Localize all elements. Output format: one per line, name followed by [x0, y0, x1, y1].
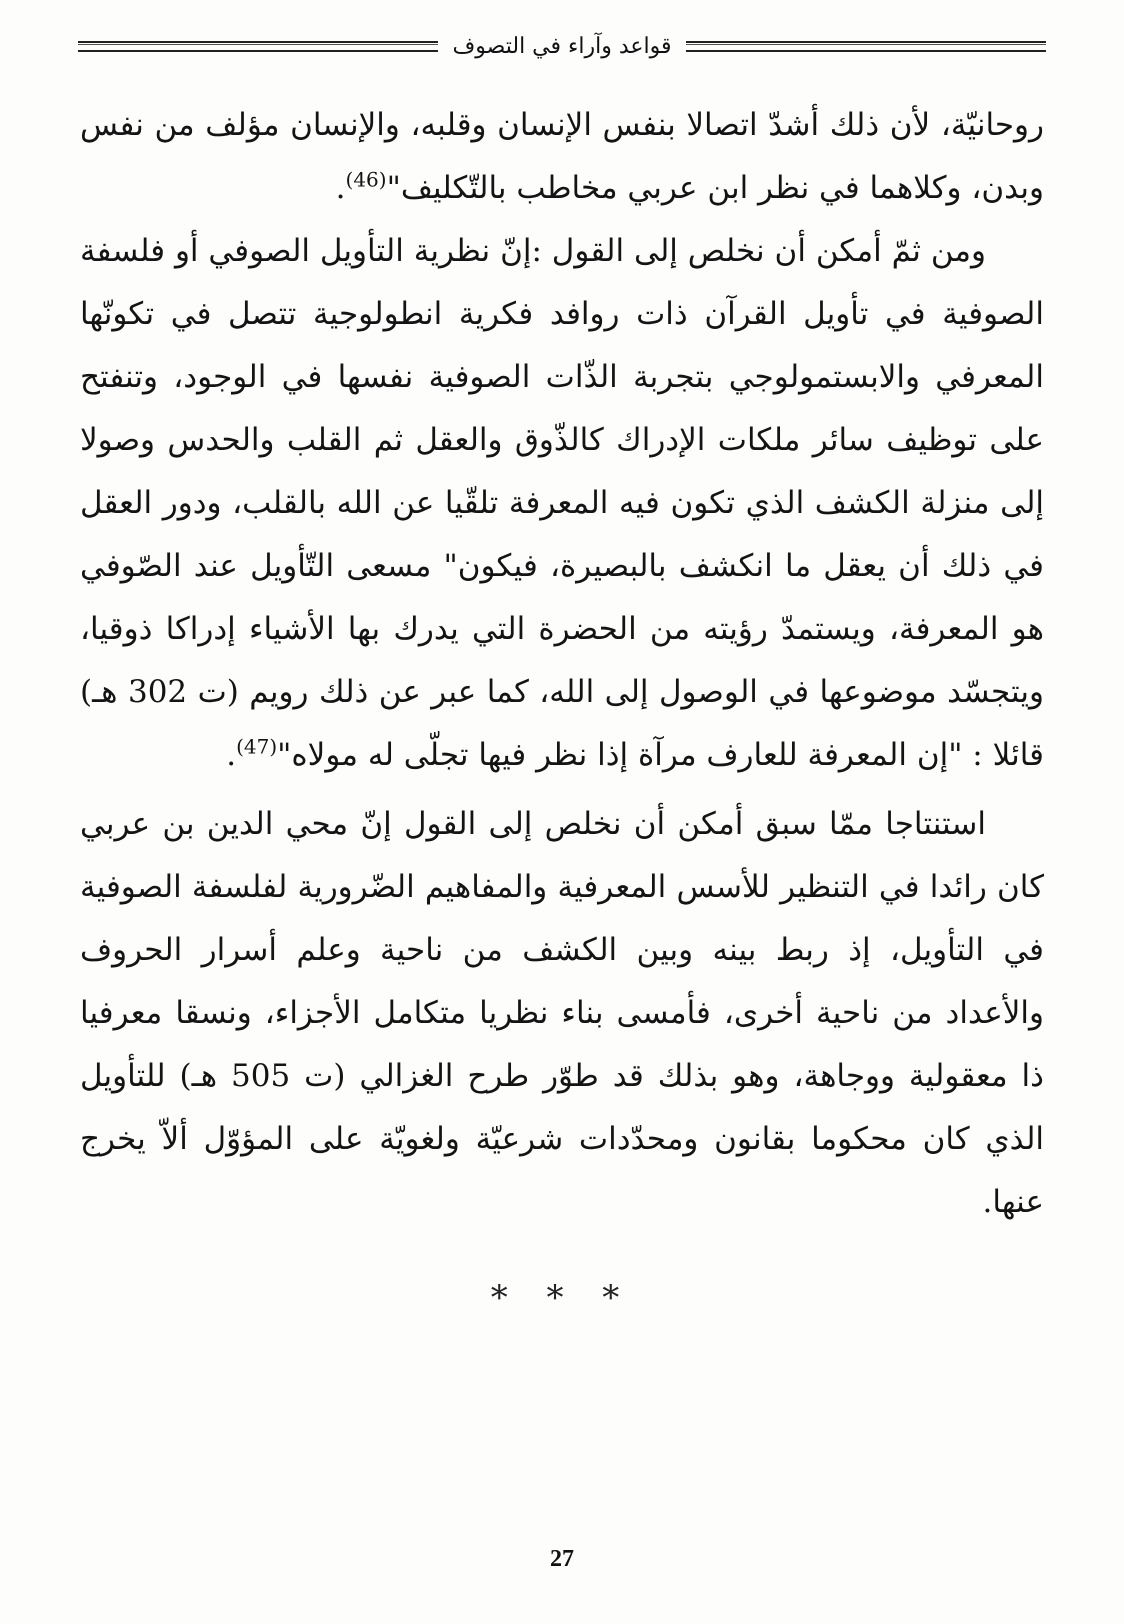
paragraph-3-text: استنتاجا ممّا سبق أمكن أن نخلص إلى القول إنّ محي الدين بن عربي كان رائدا في التنظير للأسس المعرفية والمفاهيم الضّرورية لفلسفة الصوفية في التأويل، إذ ربط بينه وبين الكشف من ناحية وعلم أسرار الحروف والأعداد من ناحية أخرى، فأمسى بناء نظريا متكامل الأجزاء، ونسقا معرفيا ذا معقولية ووجاهة، وهو بذلك قد طوّر طرح الغزالي (ت 505 هـ) للتأويل الذي كان محكوما بقانون ومحدّدات شرعيّة ولغويّة على المؤوّل ألاّ يخرج عنها.	[80, 806, 1044, 1220]
running-header	[78, 26, 1046, 66]
paragraph-1-tail: .	[335, 170, 346, 206]
header-rule-left	[78, 41, 438, 52]
footnote-ref-46: (46)	[345, 167, 387, 192]
paragraph-2	[80, 220, 1044, 787]
paragraph-1	[80, 94, 1044, 220]
page-number: 27	[550, 1546, 574, 1572]
footnote-ref-47: (47)	[236, 734, 278, 759]
running-header-title: قواعد وآراء في التصوف	[452, 33, 672, 59]
section-separator: * * *	[490, 1278, 634, 1318]
header-rule-right	[686, 41, 1046, 52]
body-text	[80, 94, 1044, 1234]
paragraph-2-text: ومن ثمّ أمكن أن نخلص إلى القول :إنّ نظرية التأويل الصوفي أو فلسفة الصوفية في تأويل القرآن ذات روافد فكرية انطولوجية تتصل في تكونّها المعرفي والابستمولوجي بتجربة الذّات الصوفية نفسها في الوجود، وتنفتح على توظيف سائر ملكات الإدراك كالذّوق والعقل ثم القلب والحدس وصولا إلى منزلة الكشف الذي تكون فيه المعرفة تلقّيا عن الله بالقلب، ودور العقل في ذلك أن يعقل ما انكشف بالبصيرة، فيكون" مسعى التّأويل عند الصّوفي هو المعرفة، ويستمدّ رؤيته من الحضرة التي يدرك بها الأشياء إدراكا ذوقيا، ويتجسّد موضوعها في الوصول إلى الله، كما عبر عن ذلك رويم (ت 302 هـ) قائلا : "إن المعرفة للعارف مرآة إذا نظر فيها تجلّى له مولاه"	[80, 233, 1044, 773]
paragraph-3	[80, 793, 1044, 1234]
paragraph-1-text: روحانيّة، لأن ذلك أشدّ اتصالا بنفس الإنسان وقلبه، والإنسان مؤلف من نفس وبدن، وكلاهما في نظر ابن عربي مخاطب بالتّكليف"	[80, 107, 1044, 206]
paragraph-2-tail: .	[226, 737, 237, 773]
